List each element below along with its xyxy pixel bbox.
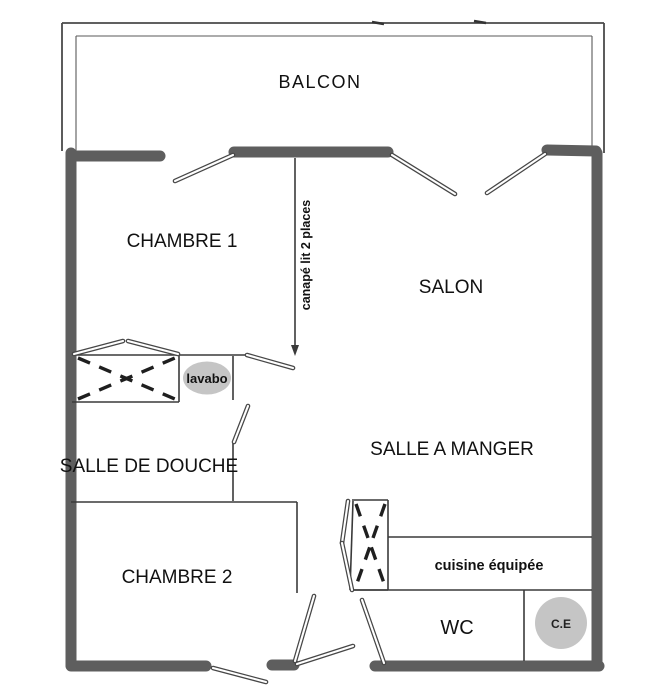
label-wc: WC	[440, 617, 474, 639]
label-sofa-bed: canapé lit 2 places	[299, 199, 313, 311]
closet-leaf-right-inner	[128, 341, 178, 354]
door-leaf-shower-room-inner	[234, 406, 248, 442]
shower-cross-line	[78, 358, 175, 399]
door-leaf-living-balcony-right-inner	[487, 154, 545, 193]
wall-top-c	[547, 150, 596, 151]
door-leaf-bedroom2-inner	[295, 596, 314, 661]
door-leaf-bedroom1-inner	[247, 355, 293, 368]
door-leaf-bedroom1-balcony-inner	[175, 155, 233, 181]
label-bedroom1: CHAMBRE 1	[126, 231, 238, 252]
label-shower: SALLE DE DOUCHE	[59, 456, 239, 477]
door-leaf-entrance-inner	[297, 646, 353, 664]
label-water-heater: C.E	[550, 617, 572, 631]
exterior-walls	[71, 150, 599, 666]
door-leaf-living-balcony-left-inner	[392, 155, 455, 194]
partition-arrow-tip	[291, 345, 299, 356]
door-leaf-wc-inner	[362, 600, 384, 663]
label-living: SALON	[418, 277, 484, 298]
label-balcony: BALCON	[278, 72, 362, 92]
door-leaf-outward-inner	[213, 668, 266, 682]
label-dining: SALLE A MANGER	[370, 439, 534, 460]
label-sink: lavabo	[186, 371, 228, 386]
label-kitchen: cuisine équipée	[434, 558, 544, 574]
label-bedroom2: CHAMBRE 2	[121, 567, 233, 588]
closet-leaf-left-inner	[74, 341, 123, 354]
